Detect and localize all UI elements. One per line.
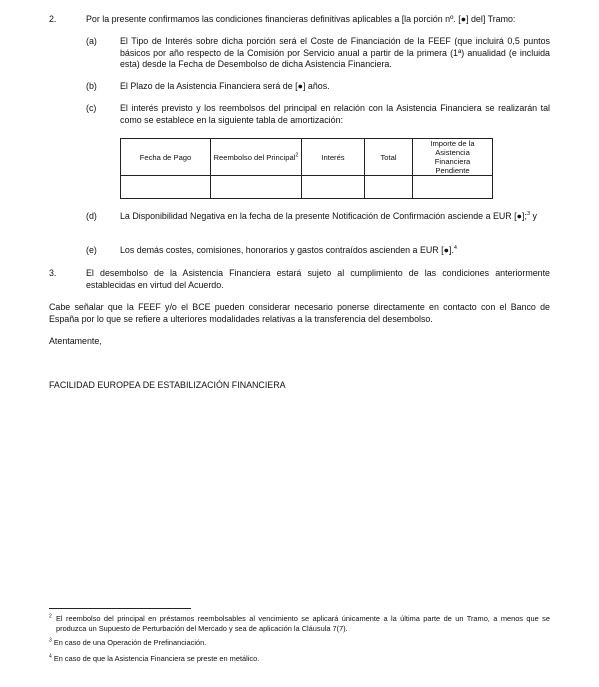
item-2c-text: El interés previsto y los reembolsos del principal en relación con la Asistencia Financiera se realizarán tal como se establece en la siguiente tabla de amortización: [120,103,550,125]
closing-paragraph: Cabe señalar que la FEEF y/o el BCE pueden considerar necesario ponerse directamente en contacto con el Banco de España por lo que se refiere a ulteriores modalidades relativas a la transferencia del desembolso. [49,302,550,324]
footnote-ref-3[interactable]: 3 [526,211,530,218]
table-header-row [121,139,493,176]
item-2d-text [120,211,550,223]
footnote-2-number: 2 [49,613,52,620]
table-row [121,176,493,199]
item-3-text: El desembolso de la Asistencia Financiera estará sujeto al cumplimiento de las condiciones anteriormente establecidas en virtud del Acuerdo. [86,268,550,290]
col-principal-label: Reembolso del Principal [213,152,296,162]
footnote-2-mark [49,614,52,624]
item-2-number: 2. [49,14,57,24]
salutation: Atentamente, [49,336,102,346]
amortization-table [120,138,493,199]
item-2b-letter: (b) [86,81,97,91]
table-cell-empty [365,176,413,199]
col-interest [302,139,365,176]
footnote-4-number: 4 [49,653,52,660]
item-2a-letter: (a) [86,36,97,46]
footnote-4 [49,654,259,664]
col-payment-date-label: Fecha de Pago [139,152,192,162]
item-2d-body: La Disponibilidad Negativa en la fecha de la presente Notificación de Confirmación asciende a EUR [●]; [120,211,527,221]
item-2d-tail: y [530,211,537,221]
footnote-3-number: 3 [49,637,52,644]
col-interest-label: Interés [321,152,345,162]
footnote-ref-4[interactable]: 4 [453,245,457,252]
footnote-3 [49,638,206,648]
item-2b-text: El Plazo de la Asistencia Financiera será de [●] años. [120,81,330,91]
footnote-ref-2[interactable]: 2 [295,151,299,158]
footnote-3-text: En caso de una Operación de Prefinanciación. [53,638,207,647]
table-cell-empty [302,176,365,199]
table-cell-empty [121,176,211,199]
col-outstanding [413,139,493,176]
col-principal [211,139,302,176]
col-total-label: Total [380,152,397,162]
table-cell-empty [413,176,493,199]
col-total [365,139,413,176]
footnote-separator [49,608,191,609]
item-2e-text [120,245,550,257]
item-2e-body: Los demás costes, comisiones, honorarios y gastos contraídos ascienden a EUR [●]. [120,245,454,255]
footnote-2-text: El reembolso del principal en préstamos reembolsables al vencimiento se aplicará únicamente a la última parte de un Tramo, a menos que se produzca un Supuesto de Perturbación del Mercado y sea de aplicación la Cláusula 7(7). [56,614,550,633]
item-2-text: Por la presente confirmamos las condiciones financieras definitivas aplicables a [la porción nº. [●] del] Tramo: [86,14,516,24]
col-payment-date [121,139,211,176]
item-2d-letter: (d) [86,211,97,221]
item-2a-text: El Tipo de Interés sobre dicha porción será el Coste de Financiación de la FEEF (que incluirá 0,5 puntos básicos por año respecto de la Comisión por Servicio anual a partir de la primera (1ª) anualidad (e incluida esta) desde la Fecha de Desembolso de dicha Asistencia Financiera. [120,36,550,69]
item-3-number: 3. [49,268,57,278]
footnote-4-text: En caso de que la Asistencia Financiera se preste en metálico. [53,654,260,663]
item-2e-letter: (e) [86,245,97,255]
signatory: FACILIDAD EUROPEA DE ESTABILIZACIÓN FINANCIERA [49,380,286,390]
item-2c-letter: (c) [86,103,97,113]
col-outstanding-label: Importe de la Asistencia Financiera Pendiente [430,139,475,175]
table-cell-empty [211,176,302,199]
